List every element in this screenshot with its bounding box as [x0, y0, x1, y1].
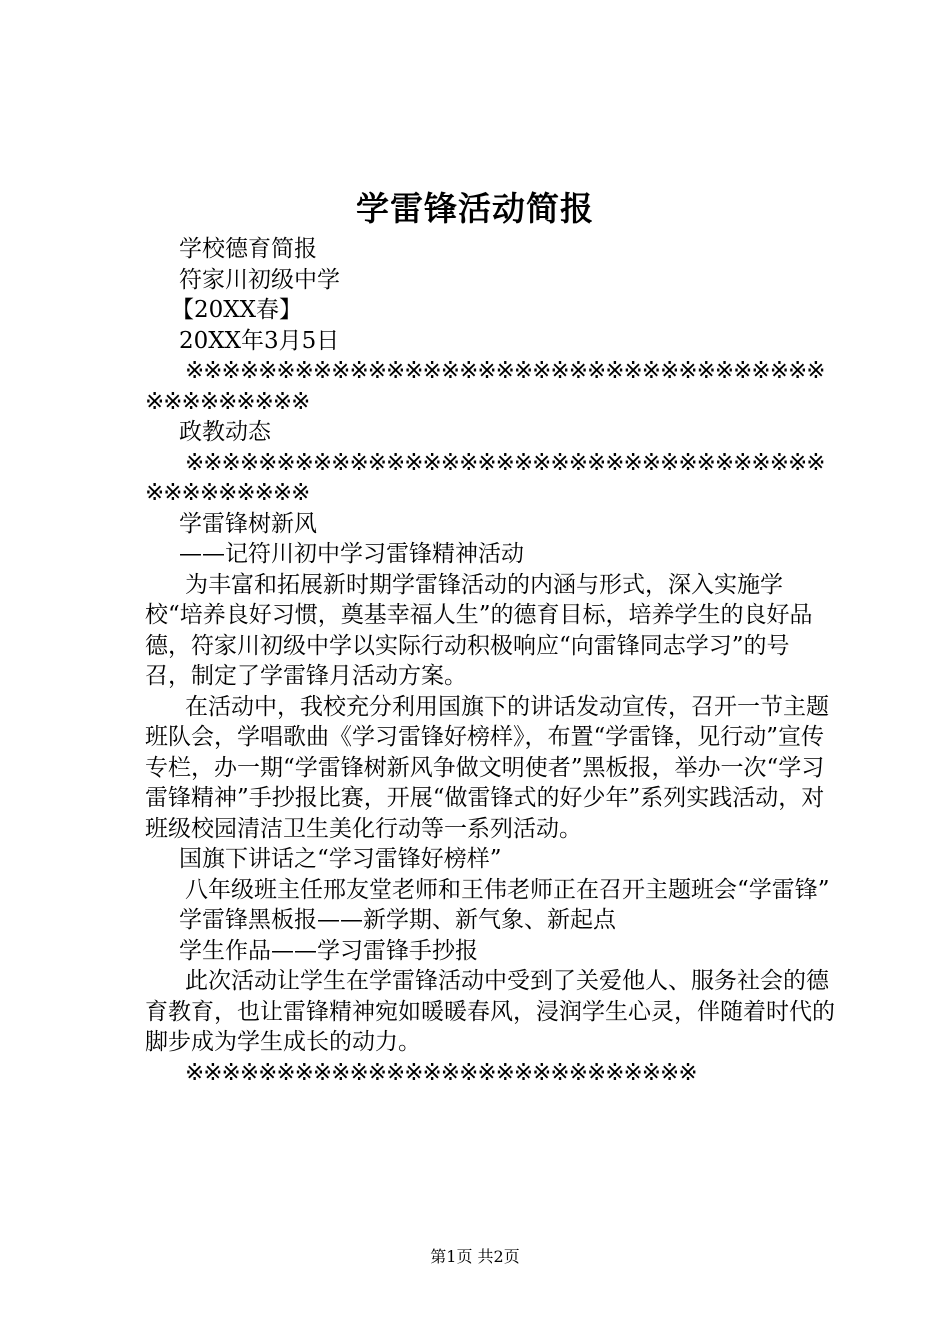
paragraph-1: 为丰富和拓展新时期学雷锋活动的内涵与形式，深入实施学校“培养良好习惯，奠基幸福人生”的德育目标，培养学生的良好品德，符家川初级中学以实际行动积极响应“向雷锋同志学习”的号召，制定了学雷锋月活动方案。	[145, 571, 813, 689]
document-body	[145, 234, 835, 1088]
photo-caption-1: 国旗下讲话之“学习雷锋好榜样”	[179, 846, 502, 872]
document-title: 学雷锋活动简报	[356, 189, 594, 228]
header-line-4: 20XX年3月5日	[179, 327, 340, 354]
separator-1: ※※※※※※※※※※※※※※※※※※※※※※※※※※※※※※※※※※※※※※※※※※※※	[145, 358, 825, 415]
article-title: 学雷锋树新风	[179, 510, 317, 537]
paragraph-3: 此次活动让学生在学雷锋活动中受到了关爱他人、服务社会的德育教育，也让雷锋精神宛如暖暖春风，浸润学生心灵，伴随着时代的脚步成为学生成长的动力。	[145, 968, 835, 1055]
article-subtitle: ——记符川初中学习雷锋精神活动	[179, 541, 524, 567]
header-line-3: 【20XX春】	[171, 297, 303, 323]
page-footer: 第1页 共2页	[430, 1247, 520, 1266]
separator-2: ※※※※※※※※※※※※※※※※※※※※※※※※※※※※※※※※※※※※※※※※※※※※	[145, 449, 825, 506]
photo-caption-2: 八年级班主任邢友堂老师和王伟老师正在召开主题班会“学雷锋”	[185, 876, 830, 903]
photo-caption-3: 学雷锋黑板报——新学期、新气象、新起点	[179, 907, 616, 933]
header-line-2: 符家川初级中学	[179, 266, 340, 293]
separator-end: ※※※※※※※※※※※※※※※※※※※※※※※※※※※※	[185, 1059, 697, 1086]
header-line-1: 学校德育简报	[179, 236, 317, 262]
paragraph-2: 在活动中，我校充分利用国旗下的讲话发动宣传，召开一节主题班队会，学唱歌曲《学习雷锋好榜样》，布置“学雷锋，见行动”宣传专栏，办一期“学雷锋树新风争做文明使者”黑板报，举办一次“学习雷锋精神”手抄报比赛，开展“做雷锋式的好少年”系列实践活动，对班级校园清洁卫生美化行动等一系列活动。	[145, 693, 829, 842]
photo-caption-4: 学生作品——学习雷锋手抄报	[179, 937, 478, 964]
section-heading: 政教动态	[179, 419, 271, 445]
